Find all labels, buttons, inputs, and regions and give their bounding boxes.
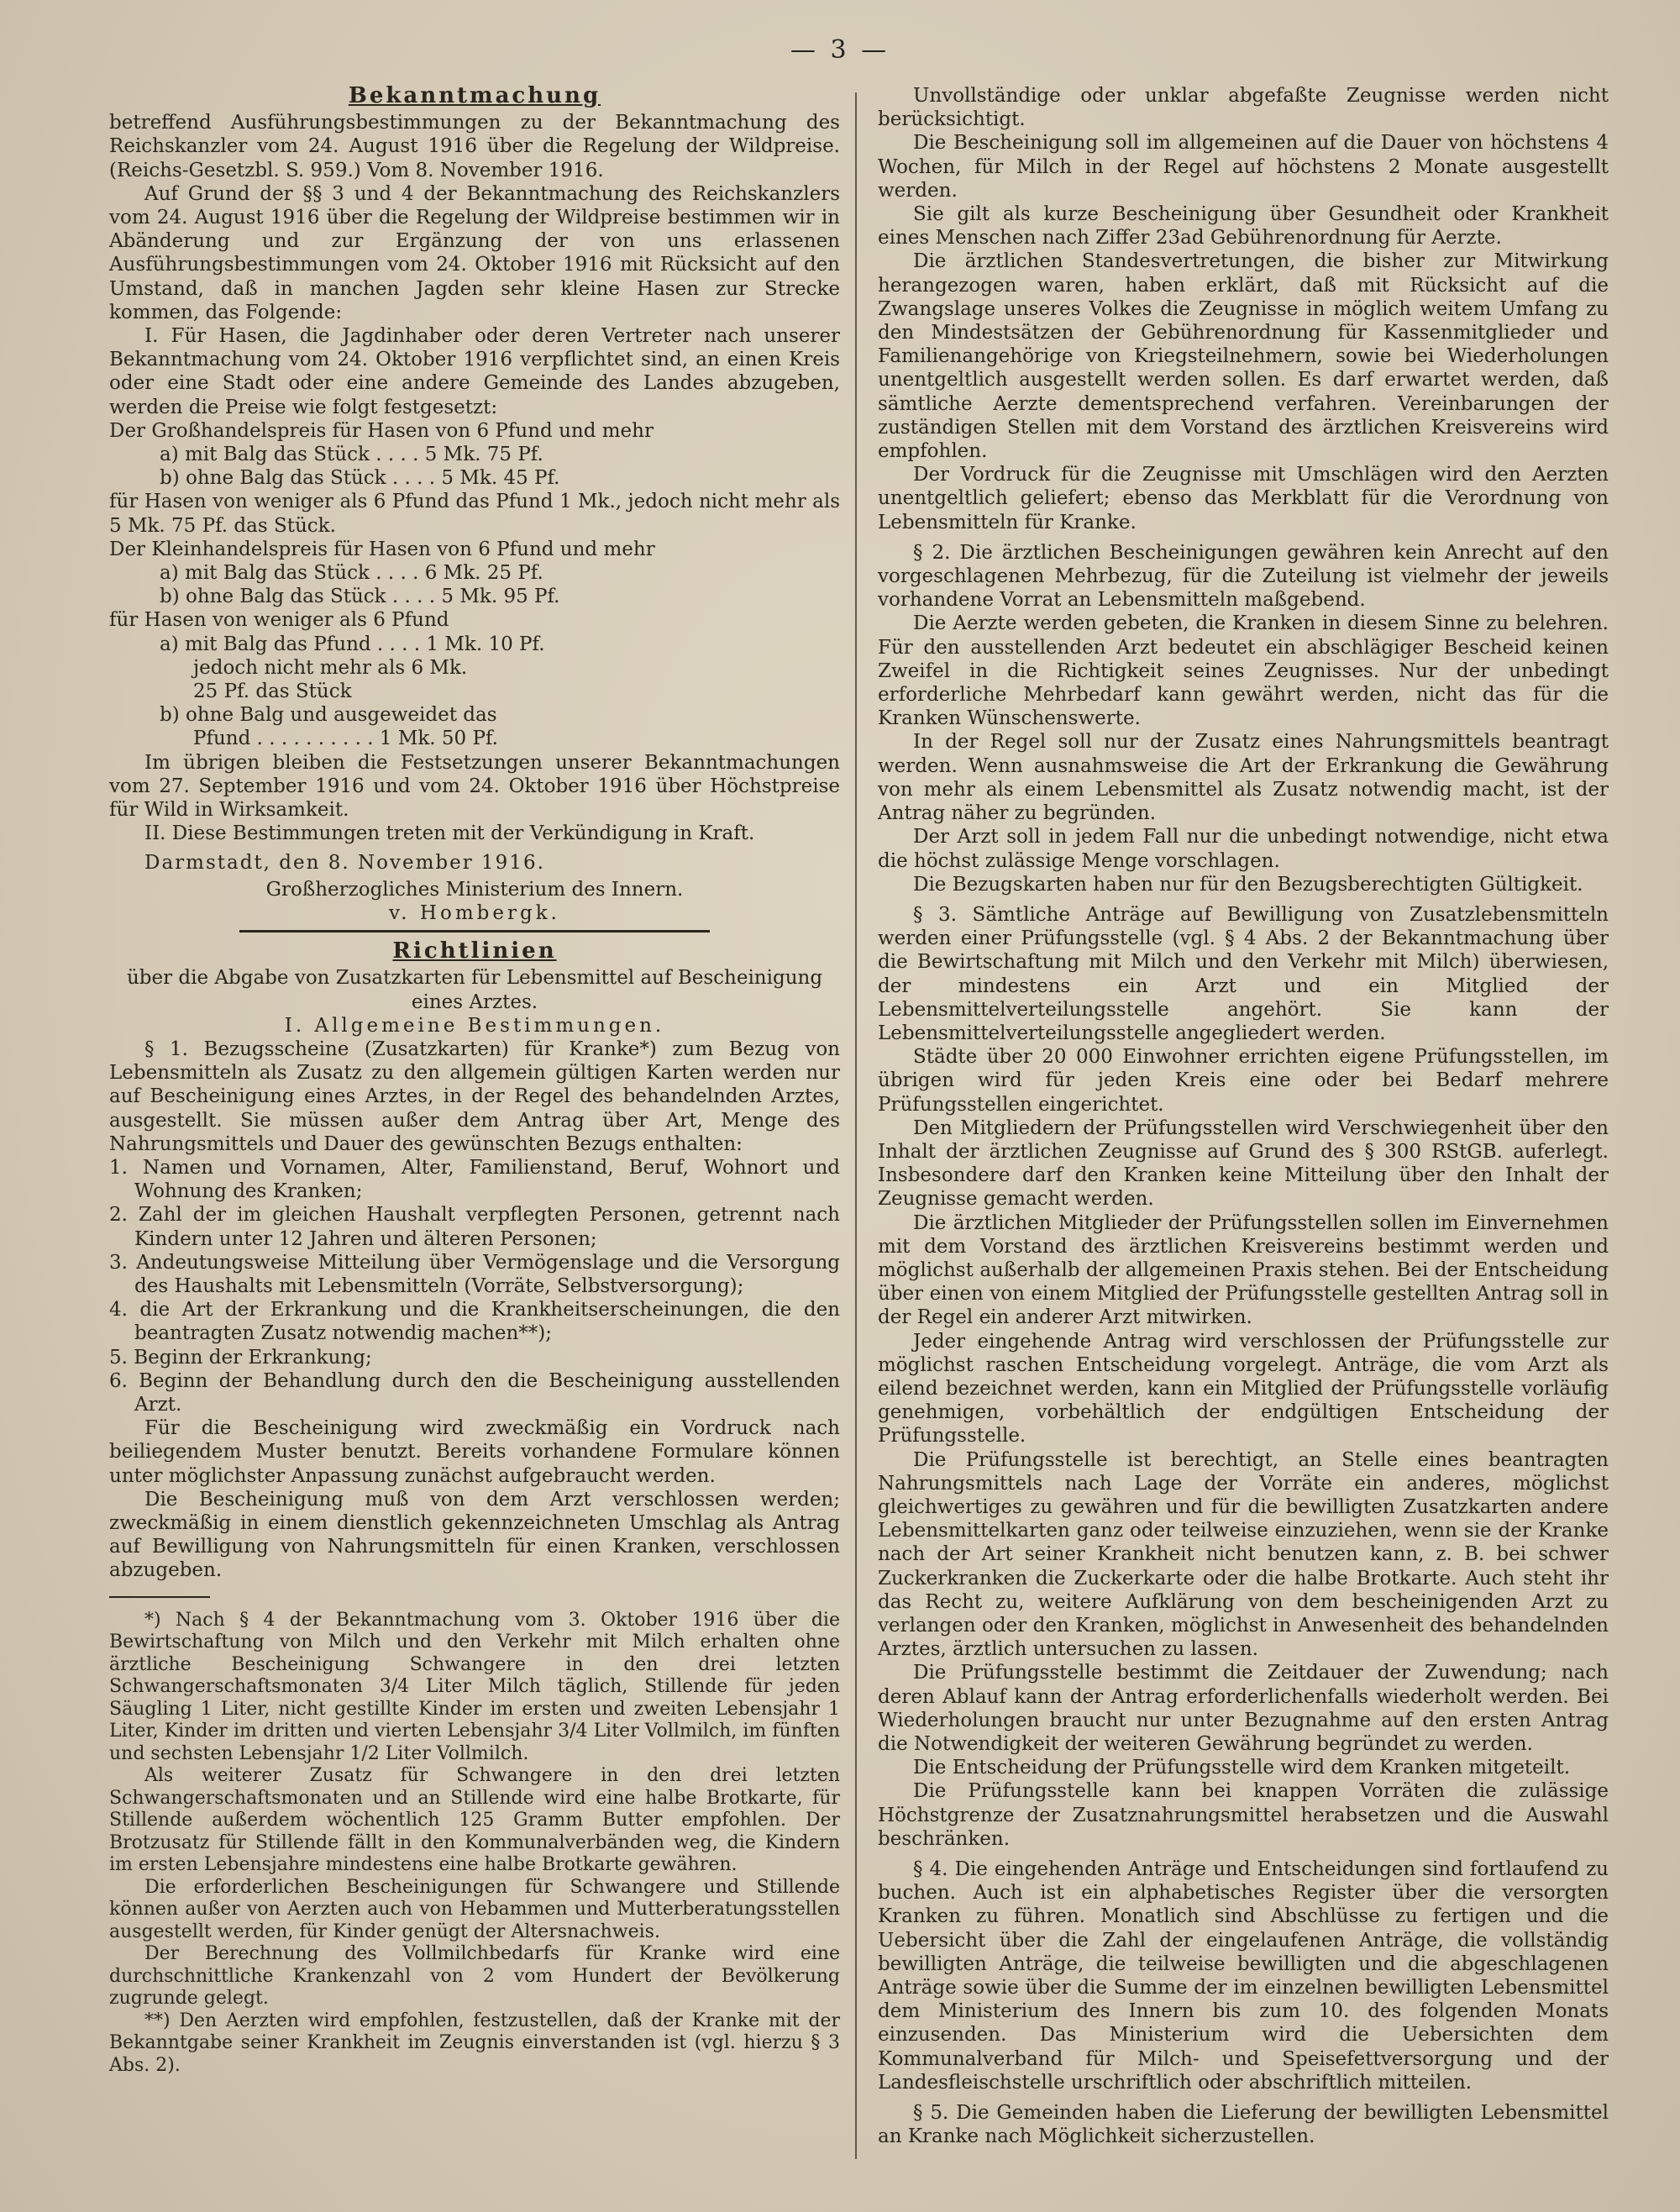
paragraph-s3: Die Entscheidung der Prüfungsstelle wird dem Kranken mitgeteilt. <box>913 1757 1571 1779</box>
price-line: b) ohne Balg das Stück . . . . 5 Mk. 45 Pf. <box>160 467 560 490</box>
paragraph-s2: § 2. Die ärztlichen Bescheinigungen gewähren kein Anrecht auf den vorgeschlagenen Mehrbezug, für die Zuteilung ist vielmehr der jeweils vorhandene Vorrat an Lebensmitteln maßgebend. <box>878 541 1609 612</box>
paragraph: Die Bescheinigung soll im allgemeinen auf die Dauer von höchstens 4 Wochen, für Milch in der Regel auf höchstens 2 Monate ausgestellt werden. <box>878 132 1609 202</box>
spacer <box>878 896 1609 903</box>
price-line: 25 Pf. das Stück <box>193 680 352 703</box>
price-note: für Hasen von weniger als 6 Pfund <box>109 609 449 632</box>
paragraph: Der Vordruck für die Zeugnisse mit Umschlägen wird den Aerzten unentgeltlich geliefert; ebenso das Merkblatt für die Verordnung von Lebensmitteln für Kranke. <box>878 464 1609 533</box>
price-line: b) ohne Balg und ausgeweidet das <box>160 704 497 727</box>
guidelines-title: Richtlinien <box>392 938 557 964</box>
list-item: 1. Namen und Vornamen, Alter, Familienstand, Beruf, Wohnort und Wohnung des Kranken; <box>109 1156 840 1203</box>
paragraph-s3: Die Prüfungsstelle ist berechtigt, an Stelle eines beantragten Nahrungsmittels nach Lage der Vorräte ein anderes, möglichst gleichwertiges zu gewähren und für die bewilligten Zusatzkarten andere Lebensmittelkarten ganz oder teilweise einzuziehen, wenn sie der Kranke nach der Art seiner Krankheit nicht benutzen kann, z. B. bei schwer Zuckerkranken die Zuckerkarte oder die halbe Brotkarte. Auch steht ihr das Recht zu, weitere Aufklärung von dem bescheinigenden Arzt zu verlangen oder den Kranken, möglichst in Anwesenheit des behandelnden Arztes, ärztlich untersuchen zu lassen. <box>878 1448 1609 1661</box>
paragraph-s2: Die Aerzte werden gebeten, die Kranken in diesem Sinne zu belehren. Für den ausstellenden Arzt bedeutet ein abschlägiger Bescheid keinen Zweifel in die Richtigkeit seines Zeugnisses. Nur der unbedingt erforderliche Mehrbedarf kann gewährt werden, nicht das für die Kranken Wünschenswerte. <box>878 612 1609 730</box>
retail-heading: Der Kleinhandelspreis für Hasen von 6 Pfund und mehr <box>109 538 655 560</box>
list-item: 4. die Art der Erkrankung und die Krankheitserscheinungen, die den beantragten Zusatz notwendig machen**); <box>109 1299 840 1345</box>
price-line: a) mit Balg das Stück . . . . 6 Mk. 25 Pf. <box>160 562 543 585</box>
wholesale-heading: Der Großhandelspreis für Hasen von 6 Pfund und mehr <box>109 419 654 442</box>
signer-name: v. Hombergk. <box>389 901 560 924</box>
notice-paragraph: Auf Grund der §§ 3 und 4 der Bekanntmachung des Reichskanzlers vom 24. August 1916 über die Regelung der Wildpreise bestimmen wir in Abänderung und zur Ergänzung der von uns erlassenen Ausführungsbestimmungen vom 24. Oktober 1916 mit Rücksicht auf den Umstand, daß in manchen Jagden sehr kleine Hasen zur Strecke kommen, das Folgende: <box>109 182 840 323</box>
price-line: jedoch nicht mehr als 6 Mk. <box>193 656 468 679</box>
paragraph-s1: § 1. Bezugsscheine (Zusatzkarten) für Kranke*) zum Bezug von Lebensmitteln als Zusatz zu den allgemein gültigen Karten werden nur auf Bescheinigung eines Arztes, in der Regel des behandelnden Arztes, ausgestellt. Sie müssen außer dem Antrag über Art, Menge des Nahrungsmittels und Dauer des gewünschten Bezugs enthalten: <box>109 1038 840 1155</box>
spacer <box>878 2094 1609 2101</box>
footnote-rule <box>109 1596 210 1598</box>
price-note: für Hasen von weniger als 6 Pfund das Pfund 1 Mk., jedoch nicht mehr als 5 Mk. 75 Pf. das Stück. <box>109 491 840 537</box>
paragraph: Unvollständige oder unklar abgefaßte Zeugnisse werden nicht berücksichtigt. <box>878 85 1609 131</box>
paragraph-s2: Der Arzt soll in jedem Fall nur die unbedingt notwendige, nicht etwa die höchst zulässige Menge vorschlagen. <box>878 826 1609 872</box>
footnotes <box>109 1610 840 2078</box>
paragraph-s3: Die Prüfungsstelle kann bei knappen Vorräten die zulässige Höchstgrenze der Zusatznahrungsmittel herabsetzen und die Auswahl beschränken. <box>878 1780 1609 1850</box>
price-line: a) mit Balg das Pfund . . . . 1 Mk. 10 Pf. <box>160 633 545 655</box>
notice-title: Bekanntmachung <box>348 83 601 108</box>
guidelines-subtitle: über die Abgabe von Zusatzkarten für Lebensmittel auf Bescheinigung eines Arztes. <box>126 967 823 1013</box>
paragraph-s3: Den Mitgliedern der Prüfungsstellen wird Verschwiegenheit über den Inhalt der ärztlichen Zeugnisse auf Grund des § 300 RStGB. auferlegt. Insbesondere darf den Kranken keine Mitteilung über den Inhalt der Zeugnisse gemacht werden. <box>878 1117 1609 1211</box>
paragraph-s3: § 3. Sämtliche Anträge auf Bewilligung von Zusatzlebensmitteln werden einer Prüfungsstelle (vgl. § 4 Abs. 2 der Bekanntmachung über die Bewirtschaftung mit Milch und den Verkehr mit Milch) überwiesen, der mindestens ein Arzt und ein Mitglied der Lebensmittelverteilungsstelle angehört. Sie kann der Lebensmittelverteilungsstelle angegliedert werden. <box>878 903 1609 1044</box>
price-line: b) ohne Balg das Stück . . . . 5 Mk. 95 Pf. <box>160 586 560 608</box>
list-item: 6. Beginn der Behandlung durch den die Bescheinigung ausstellenden Arzt. <box>109 1369 840 1416</box>
notice-paragraph: I. Für Hasen, die Jagdinhaber oder deren Vertreter nach unserer Bekanntmachung vom 24. Oktober 1916 verpflichtet sind, an einen Kreis oder eine Stadt oder eine andere Gemeinde des Landes abzugeben, werden die Preise wie folgt festgesetzt: <box>109 325 840 418</box>
price-line: Pfund . . . . . . . . . . 1 Mk. 50 Pf. <box>193 728 498 750</box>
paragraph-s3: Jeder eingehende Antrag wird verschlossen der Prüfungsstelle zur möglichst raschen Entscheidung vorgelegt. Anträge, die vom Arzt als eilend bezeichnet werden, kann ein Mitglied der Prüfungsstelle vorläufig genehmigen, vorbehältlich der endgültigen Entscheidung der Prüfungsstelle. <box>878 1330 1609 1448</box>
paragraph-s2: In der Regel soll nur der Zusatz eines Nahrungsmittels beantragt werden. Wenn ausnahmsweise die Art der Erkrankung die Gewährung von mehr als einem Lebensmittel als Zusatz notwendig macht, ist der Antrag näher zu begründen. <box>878 731 1609 825</box>
right-column <box>878 84 1609 2148</box>
spacer <box>878 534 1609 541</box>
notice-subject: betreffend Ausführungsbestimmungen zu der Bekanntmachung des Reichskanzler vom 24. August 1916 über die Regelung der Wildpreise. (Reichs-Gesetzbl. S. 959.) Vom 8. November 1916. <box>109 112 840 181</box>
left-column <box>109 84 840 2077</box>
column-divider <box>855 92 857 2159</box>
footnote: *) Nach § 4 der Bekanntmachung vom 3. Oktober 1916 über die Bewirtschaftung von Milch und den Verkehr mit Milch erhalten ohne ärztliche Bescheinigung Schwangere in den drei letzten Schwangerschaftsmonaten 3/4 Liter Milch täglich, Stillende für jeden Säugling 1 Liter, nicht gestillte Kinder im ersten und zweiten Lebensjahr 1 Liter, Kinder im dritten und vierten Lebensjahr 3/4 Liter Vollmilch, im fünften und sechsten Lebensjahr 1/2 Liter Vollmilch. <box>109 1609 840 1764</box>
ministry-signature: Großherzogliches Ministerium des Innern. <box>265 878 684 901</box>
paragraph-s1: Die Bescheinigung muß von dem Arzt verschlossen werden; zweckmäßig in einem dienstlich gekennzeichneten Umschlag als Antrag auf Bewilligung von Nahrungsmitteln für einen Kranken, verschlossen abzugeben. <box>109 1488 840 1582</box>
paragraph-s3: Die ärztlichen Mitglieder der Prüfungsstellen sollen im Einvernehmen mit dem Vorstand des ärztlichen Kreisvereins bestimmt werden und möglichst außerhalb der allgemeinen Praxis stehen. Bei der Entscheidung über einen von einem Mitglied der Prüfungsstelle gestellten Antrag soll in der Regel ein anderer Arzt mitwirken. <box>878 1211 1609 1329</box>
paragraph-s5: § 5. Die Gemeinden haben die Lieferung der bewilligten Lebensmittel an Kranke nach Möglichkeit sicherzustellen. <box>878 2102 1609 2148</box>
footnote: Die erforderlichen Bescheinigungen für Schwangere und Stillende können außer von Aerzten auch von Hebammen und Mutterberatungsstellen ausgestellt werden, für Kinder genügt der Altersnachweis. <box>109 1876 840 1942</box>
spacer <box>878 1851 1609 1857</box>
place-date: Darmstadt, den 8. November 1916. <box>144 851 545 874</box>
section-heading: I. Allgemeine Bestimmungen. <box>284 1014 665 1037</box>
list-item: 3. Andeutungsweise Mitteilung über Vermögenslage und die Versorgung des Haushalts mit Lebensmitteln (Vorräte, Selbstversorgung); <box>109 1251 840 1297</box>
footnote: **) Den Aerzten wird empfohlen, festzustellen, daß der Kranke mit der Bekanntgabe seiner Krankheit im Zeugnis einverstanden ist (vgl. hierzu § 3 Abs. 2). <box>109 2010 840 2076</box>
paragraph: Sie gilt als kurze Bescheinigung über Gesundheit oder Krankheit eines Menschen nach Ziffer 23ad Gebührenordnung für Aerzte. <box>878 203 1609 250</box>
paragraph-s2: Die Bezugskarten haben nur für den Bezugsberechtigten Gültigkeit. <box>913 873 1583 896</box>
paragraph-s3: Die Prüfungsstelle bestimmt die Zeitdauer der Zuwendung; nach deren Ablauf kann der Antrag erforderlichenfalls wiederholt werden. Bei Wiederholungen braucht nur unter Bezugnahme auf den ersten Antrag die Notwendigkeit der weiteren Gewährung begründet zu werden. <box>878 1662 1609 1756</box>
footnote: Der Berechnung des Vollmilchbedarfs für Kranke wird eine durchschnittliche Krankenzahl von 2 vom Hundert der Bevölkerung zugrunde gelegt. <box>109 1943 840 2010</box>
notice-paragraph: II. Diese Bestimmungen treten mit der Verkündigung in Kraft. <box>144 822 755 845</box>
notice-paragraph: Im übrigen bleiben die Festsetzungen unserer Bekanntmachungen vom 27. September 1916 und vom 24. Oktober 1916 über Höchstpreise für Wild in Wirksamkeit. <box>109 751 840 822</box>
list-item: 5. Beginn der Erkrankung; <box>109 1346 372 1369</box>
price-line: a) mit Balg das Stück . . . . 5 Mk. 75 Pf. <box>160 444 543 466</box>
signature-rule <box>239 930 710 933</box>
paragraph-s4: § 4. Die eingehenden Anträge und Entscheidungen sind fortlaufend zu buchen. Auch ist ein alphabetisches Register über die versorgten Kranken zu führen. Monatlich sind Abschlüsse zu fertigen und die Uebersicht über die Zahl der eingelaufenen Anträge, die vollständig bewilligten Anträge, die teilweise bewilligten und die abgeschlagenen Anträge sowie über die Summe der im einzelnen bewilligten Lebensmittel dem Ministerium des Innern bis zum 10. des folgenden Monats einzusenden. Das Ministerium wird die Uebersichten dem Kommunalverband für Milch- und Speisefettversorgung und der Landesfleischstelle urschriftlich oder abschriftlich mitteilen. <box>878 1858 1609 2094</box>
footnote: Als weiterer Zusatz für Schwangere in den drei letzten Schwangerschaftsmonaten und an Stillende wird eine halbe Brotkarte, für Stillende außerdem wöchentlich 125 Gramm Butter empfohlen. Der Brotzusatz für Stillende fällt in den Kommunalverbänden weg, die Kindern im ersten Lebensjahre mindestens eine halbe Brotkarte gewähren. <box>109 1765 840 1876</box>
paragraph-s3: Städte über 20 000 Einwohner errichten eigene Prüfungsstellen, im übrigen wird für jeden Kreis eine oder bei Bedarf mehrere Prüfungsstellen eingerichtet. <box>878 1046 1609 1116</box>
page-number: — 3 — <box>790 35 890 65</box>
paragraph-s1: Für die Bescheinigung wird zweckmäßig ein Vordruck nach beiliegendem Muster benutzt. Bereits vorhandene Formulare können unter möglichster Anpassung zunächst aufgebraucht werden. <box>109 1417 840 1487</box>
paragraph: Die ärztlichen Standesvertretungen, die bisher zur Mitwirkung herangezogen waren, haben erklärt, daß mit Rücksicht auf die Zwangslage unseres Volkes die Zeugnisse in möglich weitem Umfang zu den Mindestsätzen der Gebührenordnung für Kassenmitglieder und Familienangehörige von Kriegsteilnehmern, sowie bei Wiederholungen unentgeltlich ausgestellt werden sollen. Es darf erwartet werden, daß sämtliche Aerzte dementsprechend verfahren. Vereinbarungen der zuständigen Stellen mit dem Vorstand des ärztlichen Kreisvereins wird empfohlen. <box>878 250 1609 463</box>
list-item: 2. Zahl der im gleichen Haushalt verpflegten Personen, getrennt nach Kindern unter 12 Jahren und älteren Personen; <box>109 1204 840 1250</box>
